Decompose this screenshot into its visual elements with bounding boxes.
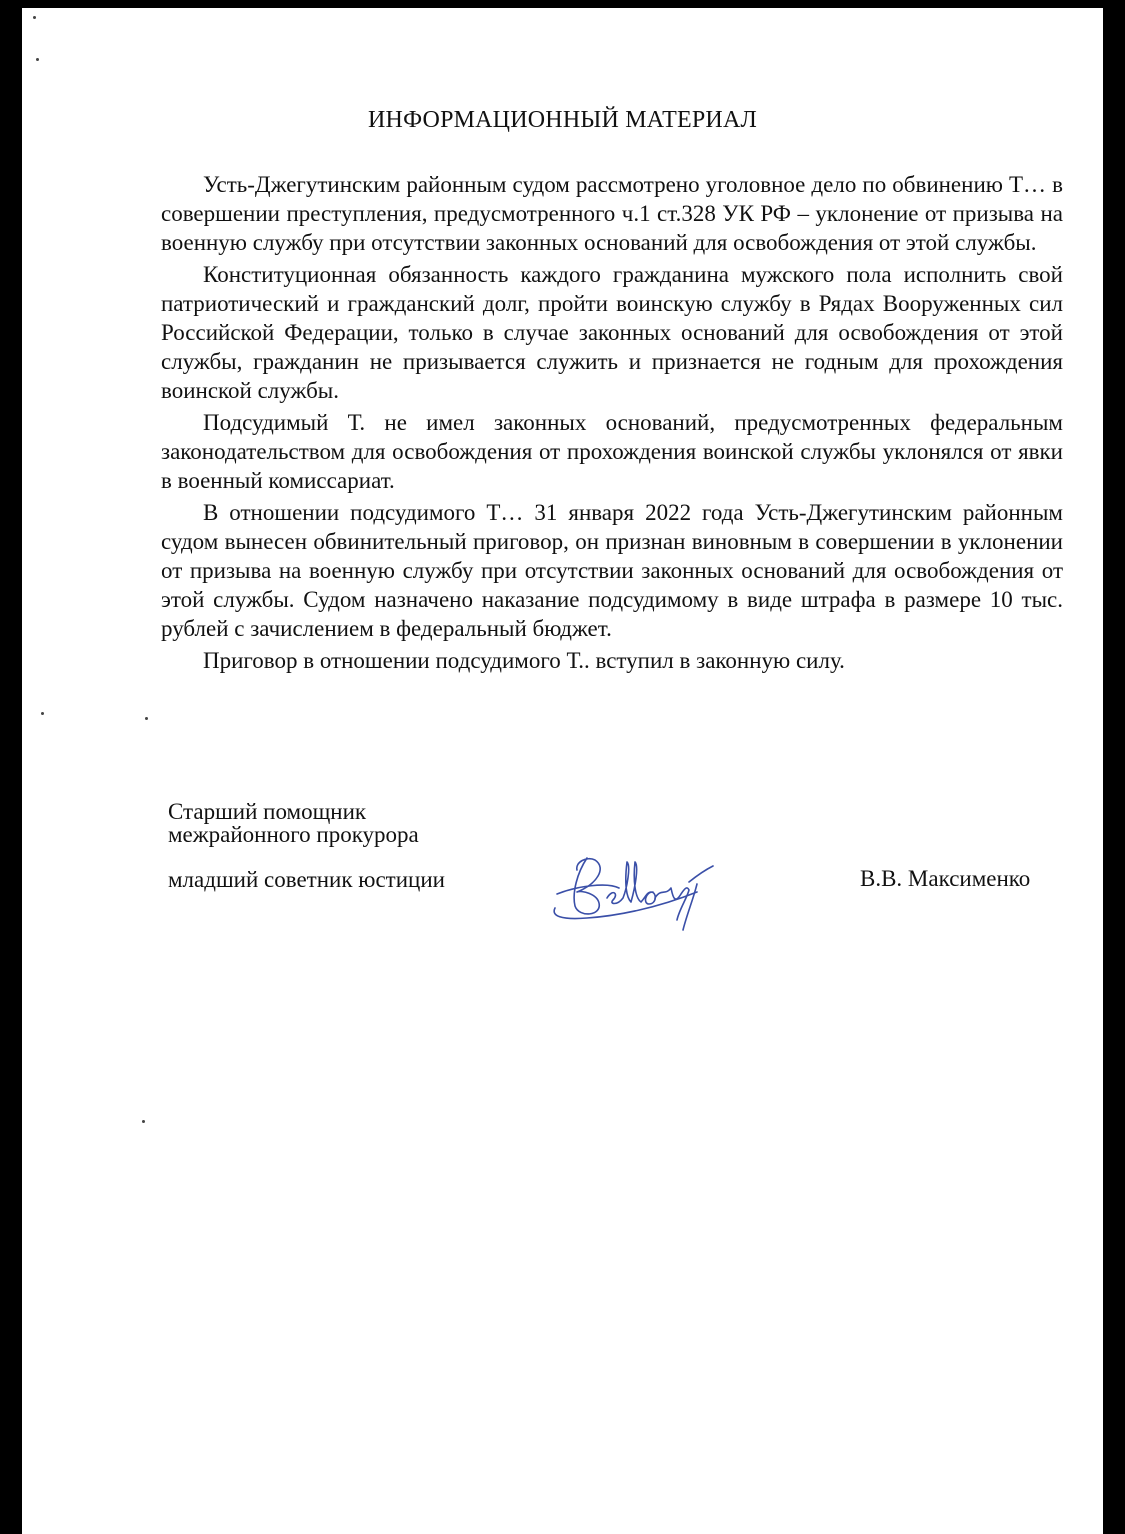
signer-position-line1: Старший помощник	[168, 799, 367, 824]
document-page	[22, 8, 1103, 1534]
scan-speck	[41, 712, 44, 715]
scan-speck	[36, 58, 39, 61]
scan-speck	[145, 717, 148, 720]
signer-name: В.В. Максименко	[860, 866, 1031, 891]
handwritten-signature	[547, 848, 737, 933]
signer-rank: младший советник юстиции	[168, 867, 445, 892]
document-body	[161, 170, 1063, 678]
paragraph: Приговор в отношении подсудимого Т.. вступил в законную силу.	[203, 648, 845, 673]
scan-speck	[33, 16, 36, 19]
scan-speck	[142, 1120, 145, 1123]
paragraph: Усть-Джегутинским районным судом рассмотрено уголовное дело по обвинению Т… в совершении преступления, предусмотренного ч.1 ст.328 УК РФ – уклонение от призыва на военную службу при отсутствии законных оснований для освобождения от этой службы.	[161, 172, 1063, 255]
paragraph: Конституционная обязанность каждого гражданина мужского пола исполнить свой патриотический и гражданский долг, пройти воинскую службу в Рядах Вооруженных сил Российской Федерации, только в случае законных оснований для освобождения от этой службы, гражданин не призывается служить и признается не годным для прохождения воинской службы.	[161, 262, 1063, 403]
document-title: ИНФОРМАЦИОННЫЙ МАТЕРИАЛ	[368, 107, 757, 133]
paragraph: В отношении подсудимого Т… 31 января 2022 года Усть-Джегутинским районным судом вынесен обвинительный приговор, он признан виновным в совершении в уклонении от призыва на военную службу при отсутствии законных оснований для освобождения от этой службы. Судом назначено наказание подсудимому в виде штрафа в размере 10 тыс. рублей с зачислением в федеральный бюджет.	[161, 500, 1063, 641]
signer-position-line2: межрайонного прокурора	[168, 822, 419, 847]
paragraph: Подсудимый Т. не имел законных оснований, предусмотренных федеральным законодательством для освобождения от прохождения воинской службы уклонялся от явки в военный комиссариат.	[161, 410, 1063, 493]
